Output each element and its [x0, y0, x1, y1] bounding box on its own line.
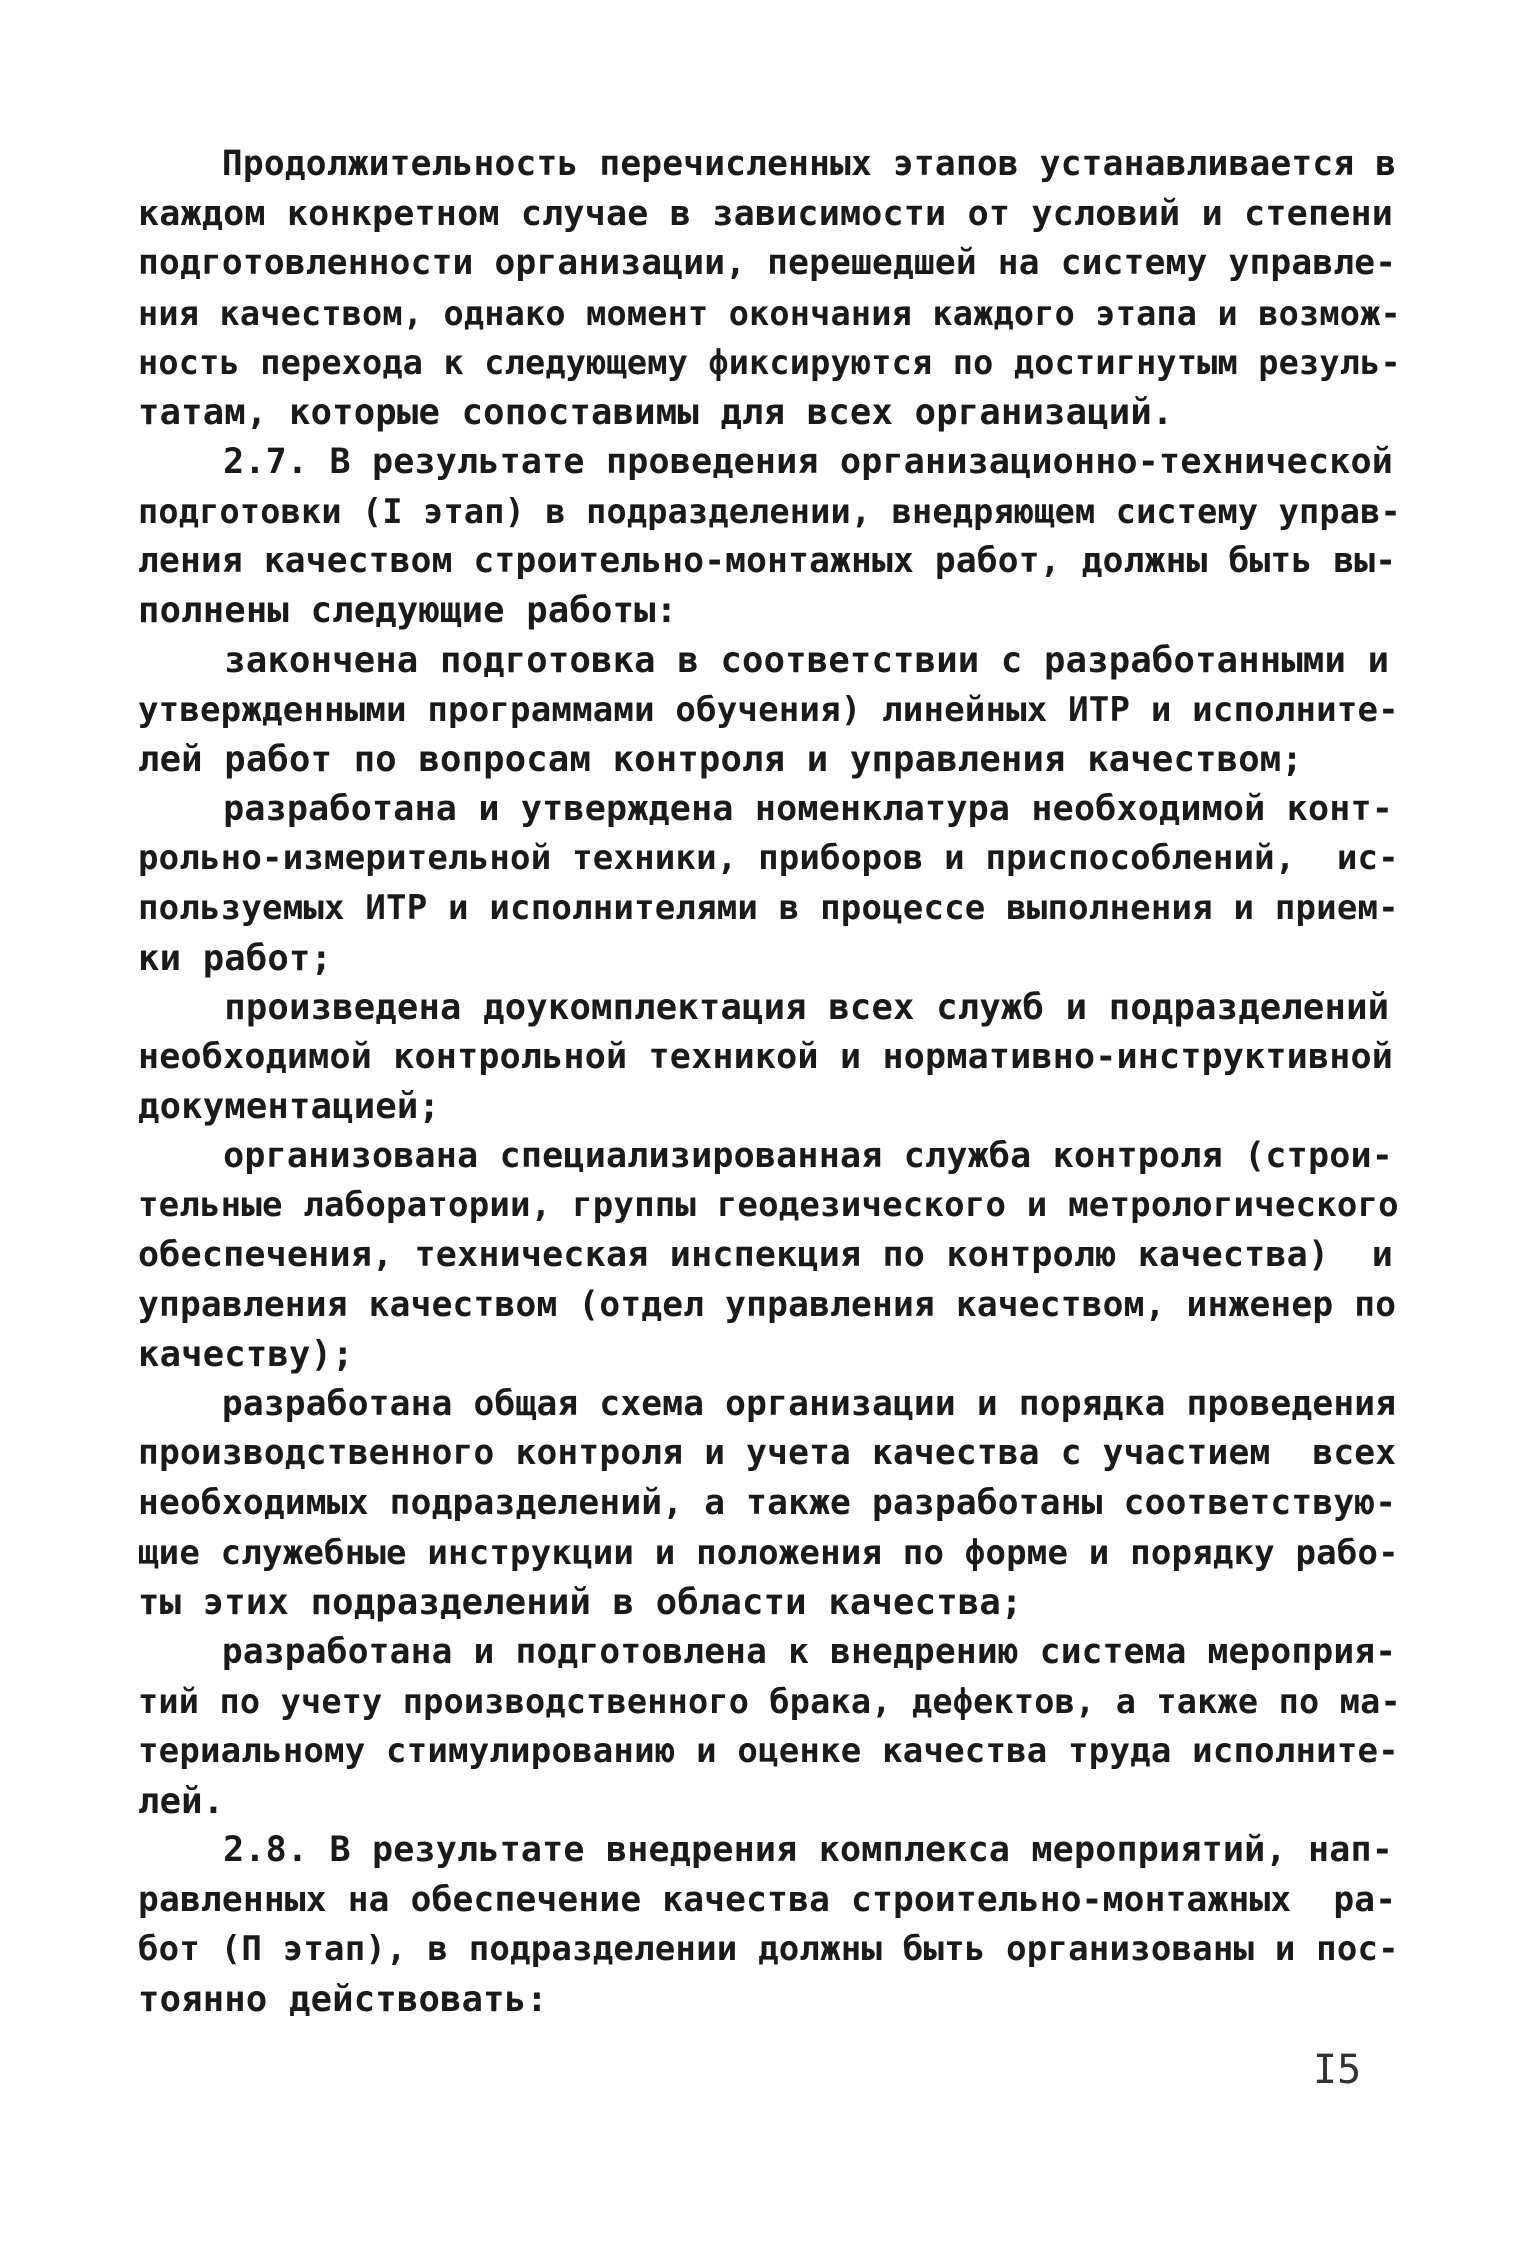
text-line: разработана общая схема организации и порядка проведения	[138, 1383, 1397, 1424]
text-line: каждом конкретном случае в зависимости от условий и степени	[138, 193, 1394, 234]
text-line: рольно-измерительной техники, приборов и приспособлений, ис-	[138, 838, 1399, 879]
text-line: производственного контроля и учета качества с участием всех	[138, 1433, 1397, 1474]
text-line: необходимых подразделений, а также разработаны соответствую-	[138, 1483, 1397, 1524]
text-line: татам, которые сопоставимы для всех организаций.	[138, 391, 1174, 433]
text-line: пользуемых ИТР и исполнителями в процессе выполнения и прием-	[138, 887, 1399, 928]
text-line: подготовки (I этап) в подразделении, внедряющем систему управ-	[138, 492, 1401, 532]
text-line: подготовленности организации, перешедшей на систему управле-	[138, 243, 1397, 284]
text-line: лей.	[138, 1780, 225, 1822]
text-line: ки работ;	[138, 937, 333, 979]
text-line: равленных на обеспечение качества строительно-монтажных ра-	[138, 1879, 1397, 1920]
text-line: ления качеством строительно-монтажных работ, должны быть вы-	[138, 540, 1397, 581]
text-line: закончена подготовка в соответствии с разработанными и	[138, 639, 1390, 681]
text-line: щие служебные инструкции и положения по форме и порядку рабо-	[138, 1532, 1399, 1573]
text-line: необходимой контрольной техникой и нормативно-инструктивной	[138, 1036, 1394, 1077]
text-line: ния качеством, однако момент окончания каждого этапа и возмож-	[138, 293, 1401, 333]
text-line: произведена доукомплектация всех служб и подразделений	[138, 987, 1390, 1029]
text-line: Продолжительность перечисленных этапов устанавливается в	[138, 144, 1397, 184]
text-line: разработана и утверждена номенклатура необходимой конт-	[138, 788, 1394, 829]
text-line: полнены следующие работы:	[138, 590, 678, 632]
text-line: 2.8. В результате внедрения комплекса мероприятий, нап-	[138, 1830, 1394, 1871]
text-line: териальному стимулированию и оценке качества труда исполните-	[138, 1731, 1399, 1771]
text-line: тоянно действовать:	[138, 1978, 548, 2020]
text-line: утвержденными программами обучения) линейных ИТР и исполните-	[138, 689, 1399, 730]
text-line: управления качеством (отдел управления качеством, инженер по	[138, 1284, 1397, 1325]
text-line: разработана и подготовлена к внедрению система мероприя-	[138, 1631, 1397, 1672]
body-text	[138, 140, 1408, 2025]
text-line: бот (П этап), в подразделении должны быть организованы и пос-	[138, 1929, 1399, 1970]
text-line: организована специализированная служба контроля (строи-	[138, 1135, 1394, 1176]
text-line: лей работ по вопросам контроля и управления качеством;	[138, 739, 1303, 781]
text-line: тий по учету производственного брака, дефектов, а также по ма-	[138, 1682, 1401, 1722]
text-line: обеспечения, техническая инспекция по контролю качества) и	[138, 1235, 1394, 1276]
text-line: ность перехода к следующему фиксируются по достигнутым резуль-	[138, 343, 1401, 383]
text-line: ты этих подразделений в области качества;	[138, 1582, 1023, 1624]
text-line: тельные лаборатории, группы геодезического и метрологического	[138, 1185, 1399, 1226]
text-line: 2.7. В результате проведения организационно-технической	[138, 441, 1394, 482]
page-number: I5	[1313, 2047, 1362, 2093]
text-line: качеству);	[138, 1334, 354, 1376]
text-line: документацией;	[138, 1086, 441, 1128]
